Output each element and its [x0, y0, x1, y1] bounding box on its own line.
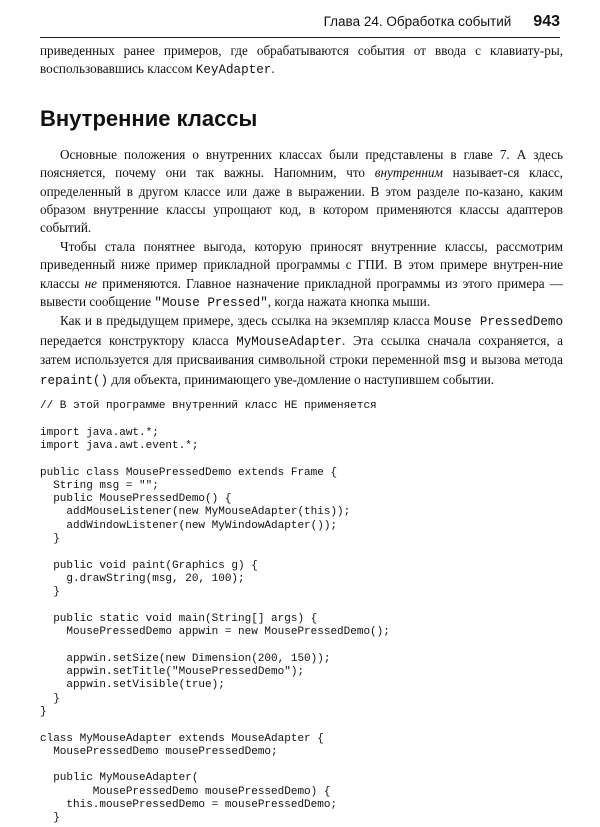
- intro-paragraph: приведенных ранее примеров, где обрабатываются события от ввода с клавиату-ры, воспользовавшись классом KeyAdapter.: [40, 43, 563, 78]
- code-line: }: [40, 705, 47, 718]
- code-line: public class MousePressedDemo extends Frame {: [40, 466, 338, 479]
- section-heading: Внутренние классы: [40, 105, 258, 131]
- code-line: }: [40, 533, 60, 546]
- code-line: MousePressedDemo appwin = new MousePressedDemo();: [40, 626, 390, 639]
- code-line: this.mousePressedDemo = mousePressedDemo;: [40, 799, 338, 811]
- code-line: import java.awt.*;: [40, 426, 159, 439]
- code-line: class MyMouseAdapter extends MouseAdapter {: [40, 732, 324, 745]
- code-line: addWindowListener(new MyWindowAdapter());: [40, 519, 338, 532]
- inline-code: Mouse PressedDemo: [433, 315, 563, 330]
- page-number: 943: [533, 13, 560, 30]
- code-line: addMouseListener(new MyMouseAdapter(this));: [40, 506, 351, 519]
- code-line: // В этой программе внутренний класс НЕ применяется: [40, 400, 377, 413]
- code-line: }: [40, 586, 60, 599]
- code-line: appwin.setVisible(true);: [40, 679, 225, 692]
- inline-code: msg: [443, 354, 467, 369]
- emphasis: внутренним: [374, 165, 443, 181]
- code-line: public static void main(String[] args) {: [40, 612, 318, 625]
- code-line: String msg = "";: [40, 479, 159, 492]
- code-line: }: [40, 692, 60, 705]
- emphasis: не: [84, 275, 97, 291]
- code-line: }: [40, 812, 60, 825]
- paragraph-1: Основные положения о внутренних классах были представлены в главе 7. А здесь поясняется, почему они так важны. Напомним, что внутренним называет-ся класс, определенный в другом классе или даже в выражении. В этом разделе по-казано, каким образом внутренние классы упрощают код, в котором применяются классы адаптеров событий.: [40, 146, 563, 236]
- paragraph-3: Как и в предыдущем примере, здесь ссылка на экземпляр класса Mouse PressedDemo передается конструктору класса MyMouseAdapter. Эта ссылка сначала сохраняется, а затем используется для присваивания символьной строки переменной msg и вызова метода repaint() для объекта, принимающего уве-домление о наступившем событии.: [40, 313, 563, 388]
- code-line: public MyMouseAdapter(: [40, 772, 199, 785]
- code-line: g.drawString(msg, 20, 100);: [40, 572, 245, 585]
- page-header: [40, 13, 560, 38]
- code-line: MousePressedDemo mousePressedDemo;: [40, 745, 278, 758]
- inline-code: MyMouseAdapter: [236, 334, 342, 349]
- code-line: public void paint(Graphics g) {: [40, 559, 258, 572]
- code-line: import java.awt.event.*;: [40, 439, 199, 452]
- page-body: [40, 42, 563, 826]
- code-line: appwin.setSize(new Dimension(200, 150));: [40, 652, 331, 665]
- chapter-title: Глава 24. Обработка событий: [323, 14, 512, 29]
- paragraph-2: Чтобы стала понятнее выгода, которую приносят внутренние классы, рассмотрим приведенный ниже пример прикладной программы с ГПИ. В этом примере внутрен-ние классы не применяются. Главное назначение прикладной программы из этого примера — вывести сообщение "Mouse Pressed", когда нажата кнопка мыши.: [40, 238, 563, 311]
- code-listing: [40, 400, 563, 826]
- inline-code: KeyAdapter: [195, 63, 272, 78]
- inline-code: "Mouse Pressed": [154, 296, 268, 311]
- code-line: public MousePressedDemo() {: [40, 493, 232, 506]
- code-line: MousePressedDemo mousePressedDemo) {: [40, 785, 331, 798]
- inline-code: repaint(): [40, 373, 109, 388]
- code-line: appwin.setTitle("MousePressedDemo");: [40, 666, 305, 679]
